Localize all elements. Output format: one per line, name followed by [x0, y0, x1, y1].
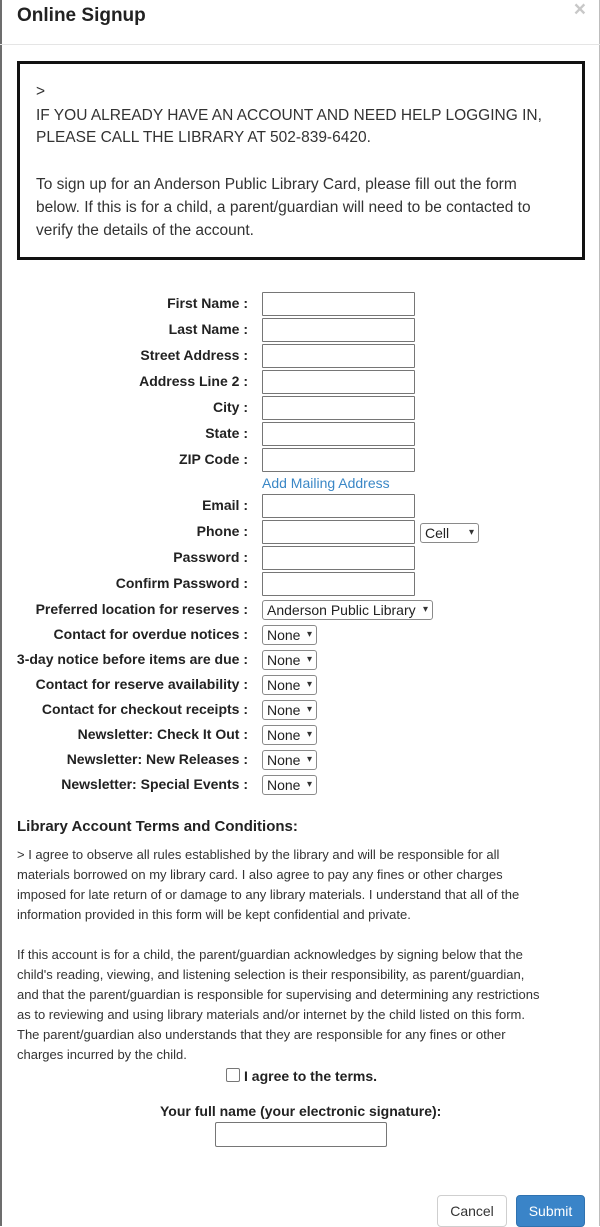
state-label: State :	[205, 425, 248, 441]
chevron-down-icon: ▾	[306, 654, 312, 665]
notice-line: verify the details of the account.	[36, 222, 254, 239]
city-label: City :	[213, 399, 248, 415]
select-value: None	[267, 677, 301, 693]
row-street	[0, 344, 600, 368]
city-input[interactable]	[262, 396, 415, 420]
preferred-location-value: Anderson Public Library	[267, 602, 416, 618]
phone-type-value: Cell	[425, 525, 450, 541]
submit-button[interactable]: Submit	[516, 1195, 585, 1227]
select-value: None	[267, 652, 301, 668]
address-line2-label: Address Line 2 :	[139, 373, 248, 389]
phone-label: Phone :	[196, 523, 248, 539]
row-city	[0, 396, 600, 420]
terms-line: materials borrowed on my library card. I also agree to pay any fines or other charges	[17, 867, 503, 882]
row-last-name	[0, 318, 600, 342]
due-notice-label: 3-day notice before items are due :	[16, 651, 248, 667]
terms-title: Library Account Terms and Conditions:	[17, 818, 298, 835]
cancel-button[interactable]: Cancel	[437, 1195, 507, 1227]
newsletter-new-select[interactable]	[262, 750, 317, 770]
chevron-down-icon: ▾	[306, 679, 312, 690]
state-input[interactable]	[262, 422, 415, 446]
chevron-down-icon: ▾	[306, 779, 312, 790]
notice-line: PLEASE CALL THE LIBRARY AT 502-839-6420.	[36, 129, 371, 146]
chevron-down-icon: ▾	[306, 729, 312, 740]
chevron-down-icon: ▾	[306, 704, 312, 715]
agree-terms	[226, 1068, 377, 1084]
select-value: None	[267, 627, 301, 643]
chevron-down-icon: ▾	[422, 604, 428, 615]
terms-line: charges incurred by the child.	[17, 1047, 187, 1062]
notice-line: IF YOU ALREADY HAVE AN ACCOUNT AND NEED HELP LOGGING IN,	[36, 107, 542, 124]
modal-title: Online Signup	[17, 5, 146, 26]
agree-terms-checkbox[interactable]	[226, 1068, 240, 1082]
phone-input[interactable]	[262, 520, 415, 544]
first-name-label: First Name :	[167, 295, 248, 311]
phone-type-select[interactable]	[420, 523, 479, 543]
terms-line: > I agree to observe all rules established by the library and will be responsible for all	[17, 847, 500, 862]
reserve-availability-select[interactable]	[262, 675, 317, 695]
row-email	[0, 494, 600, 518]
row-phone	[0, 520, 600, 544]
chevron-down-icon: ▾	[306, 629, 312, 640]
row-state	[0, 422, 600, 446]
row-reserve-availability	[0, 673, 600, 697]
street-address-input[interactable]	[262, 344, 415, 368]
chevron-down-icon: ▾	[468, 527, 474, 538]
select-value: None	[267, 777, 301, 793]
first-name-input[interactable]	[262, 292, 415, 316]
terms-line: If this account is for a child, the parent/guardian acknowledges by signing below that the	[17, 947, 523, 962]
reserve-availability-label: Contact for reserve availability :	[35, 676, 248, 692]
notice-line: To sign up for an Anderson Public Library Card, please fill out the form	[36, 176, 517, 193]
preferred-location-select[interactable]	[262, 600, 433, 620]
add-mailing-address-link[interactable]: Add Mailing Address	[262, 475, 390, 491]
row-due-notice	[0, 648, 600, 672]
row-checkout-receipts	[0, 698, 600, 722]
notice-line: >	[36, 83, 46, 100]
password-input[interactable]	[262, 546, 415, 570]
overdue-notices-select[interactable]	[262, 625, 317, 645]
terms-line: The parent/guardian also understands that they are responsible for any fines or other	[17, 1027, 506, 1042]
email-label: Email :	[202, 497, 248, 513]
newsletter-check-select[interactable]	[262, 725, 317, 745]
select-value: None	[267, 727, 301, 743]
terms-line: imposed for late return of or damage to any library materials. I understand that all of the	[17, 887, 520, 902]
terms-line: and that the parent/guardian is responsible for supervising and determining any restrictions	[17, 987, 540, 1002]
street-address-label: Street Address :	[140, 347, 248, 363]
checkout-receipts-select[interactable]	[262, 700, 317, 720]
zip-code-input[interactable]	[262, 448, 415, 472]
terms-line: as to reviewing and using library materials and/or internet by the child listed on this form.	[17, 1007, 525, 1022]
row-first-name	[0, 292, 600, 316]
confirm-password-input[interactable]	[262, 572, 415, 596]
notice-box	[17, 61, 585, 260]
select-value: None	[267, 702, 301, 718]
address-line2-input[interactable]	[262, 370, 415, 394]
signature-input[interactable]	[215, 1122, 387, 1147]
terms-line: information provided in this form will be kept confidential and private.	[17, 907, 411, 922]
row-confirm-password	[0, 572, 600, 596]
modal-header	[0, 0, 600, 45]
email-input[interactable]	[262, 494, 415, 518]
signature-label: Your full name (your electronic signature):	[160, 1103, 442, 1119]
newsletter-events-label: Newsletter: Special Events :	[61, 776, 248, 792]
row-overdue	[0, 623, 600, 647]
checkout-receipts-label: Contact for checkout receipts :	[41, 701, 248, 717]
newsletter-events-select[interactable]	[262, 775, 317, 795]
due-notice-select[interactable]	[262, 650, 317, 670]
preferred-location-label: Preferred location for reserves :	[35, 601, 248, 617]
newsletter-check-label: Newsletter: Check It Out :	[77, 726, 248, 742]
select-value: None	[267, 752, 301, 768]
row-newsletter-check	[0, 723, 600, 747]
row-newsletter-events	[0, 773, 600, 797]
newsletter-new-label: Newsletter: New Releases :	[66, 751, 248, 767]
zip-code-label: ZIP Code :	[179, 451, 248, 467]
close-icon[interactable]: ×	[573, 0, 586, 21]
row-preferred-location	[0, 598, 600, 622]
confirm-password-label: Confirm Password :	[115, 575, 248, 591]
overdue-notices-label: Contact for overdue notices :	[53, 626, 248, 642]
row-password	[0, 546, 600, 570]
row-address2	[0, 370, 600, 394]
notice-line: below. If this is for a child, a parent/guardian will need to be contacted to	[36, 199, 531, 216]
agree-terms-label: I agree to the terms.	[244, 1068, 378, 1084]
terms-line: child's reading, viewing, and listening selection is their responsibility, as parent/guardian,	[17, 967, 525, 982]
last-name-label: Last Name :	[168, 321, 248, 337]
row-newsletter-new	[0, 748, 600, 772]
chevron-down-icon: ▾	[306, 754, 312, 765]
password-label: Password :	[173, 549, 248, 565]
row-zip	[0, 448, 600, 472]
last-name-input[interactable]	[262, 318, 415, 342]
